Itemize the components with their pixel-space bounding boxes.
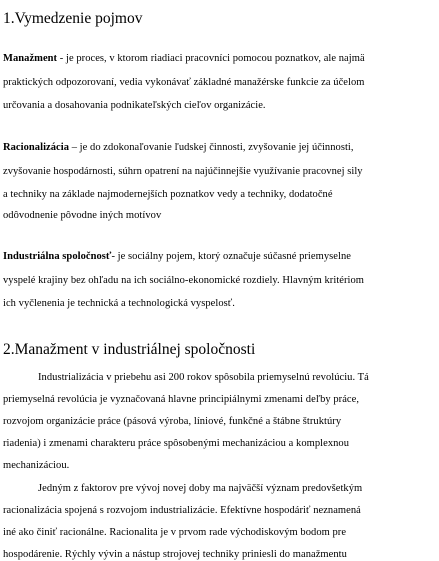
paragraph2-line2: racionalizácia spojená s rozvojom industrializácie. Efektívne hospodáriť neznamená [3,505,361,516]
management-term: Manažment [3,53,58,64]
industrialna-definition-line1 [3,250,351,264]
racionalizacia-definition-line4: odôvodnenie pôvodne iných motívov [3,210,162,221]
section2-heading: 2.Manažment v industriálnej spoločnosti [3,341,256,358]
management-definition-line2: praktických odpozorovaní, vedia vykonávať základné manažérske funkcie za účelom [3,77,365,88]
paragraph1-line4: riadenia) i zmenami charakteru práce spôsobenými mechanizáciou a komplexnou [3,438,350,449]
racionalizacia-term: Racionalizácia [3,142,70,153]
industrialna-definition-line3: ich vyčlenenia je technická a technologická vyspelosť. [3,298,235,309]
section1-heading: 1.Vymedzenie pojmov [3,10,143,27]
racionalizacia-definition-line2: zvyšovanie hospodárnosti, súhrn opatrení na najúčinnejšie využívanie pracovnej sily [3,166,363,177]
paragraph1-line5: mechanizáciou. [3,460,70,471]
industrialna-term: Industriálna spoločnosť [3,251,112,262]
paragraph1-line3: rozvojom organizácie práce (pásová výroba, líniové, funkčné a štábne štruktúry [3,416,342,427]
paragraph2-line1: Jedným z faktorov pre vývoj novej doby ma najväčší význam predovšetkým [38,483,363,494]
racionalizacia-definition-line3: a techniky na základe najmodernejších poznatkov vedy a techniky, dodatočné [3,189,333,200]
industrialna-definition-text1: - je sociálny pojem, ktorý označuje súčasné priemyselne [111,251,351,262]
management-definition-line3: určovania a dosahovania podnikateľských cieľov organizácie. [3,100,266,111]
paragraph2-line3: iné ako činiť racionálne. Racionalita je v prvom rade východiskovým bodom pre [3,527,347,538]
paragraph2-line4: hospodárenie. Rýchly vývin a nástup strojovej techniky priniesli do manažmentu [3,549,347,560]
management-definition-line1 [3,52,365,66]
racionalizacia-definition-line1 [3,141,354,155]
paragraph1-line2: priemyselná revolúcia je vyznačovaná hlavne principiálnymi zmenami deľby práce, [3,394,360,405]
management-definition-text1: - je proces, v ktorom riadiaci pracovníci pomocou poznatkov, ale najmä [57,53,365,64]
paragraph1-line1: Industrializácia v priebehu asi 200 rokov spôsobila priemyselnú revolúciu. Tá [38,372,369,383]
racionalizacia-definition-text1: – je do zdokonaľovanie ľudskej činnosti, zvyšovanie jej účinnosti, [69,142,354,153]
industrialna-definition-line2: vyspelé krajiny bez ohľadu na ich sociálno-ekonomické rozdiely. Hlavným kritériom [3,275,365,286]
